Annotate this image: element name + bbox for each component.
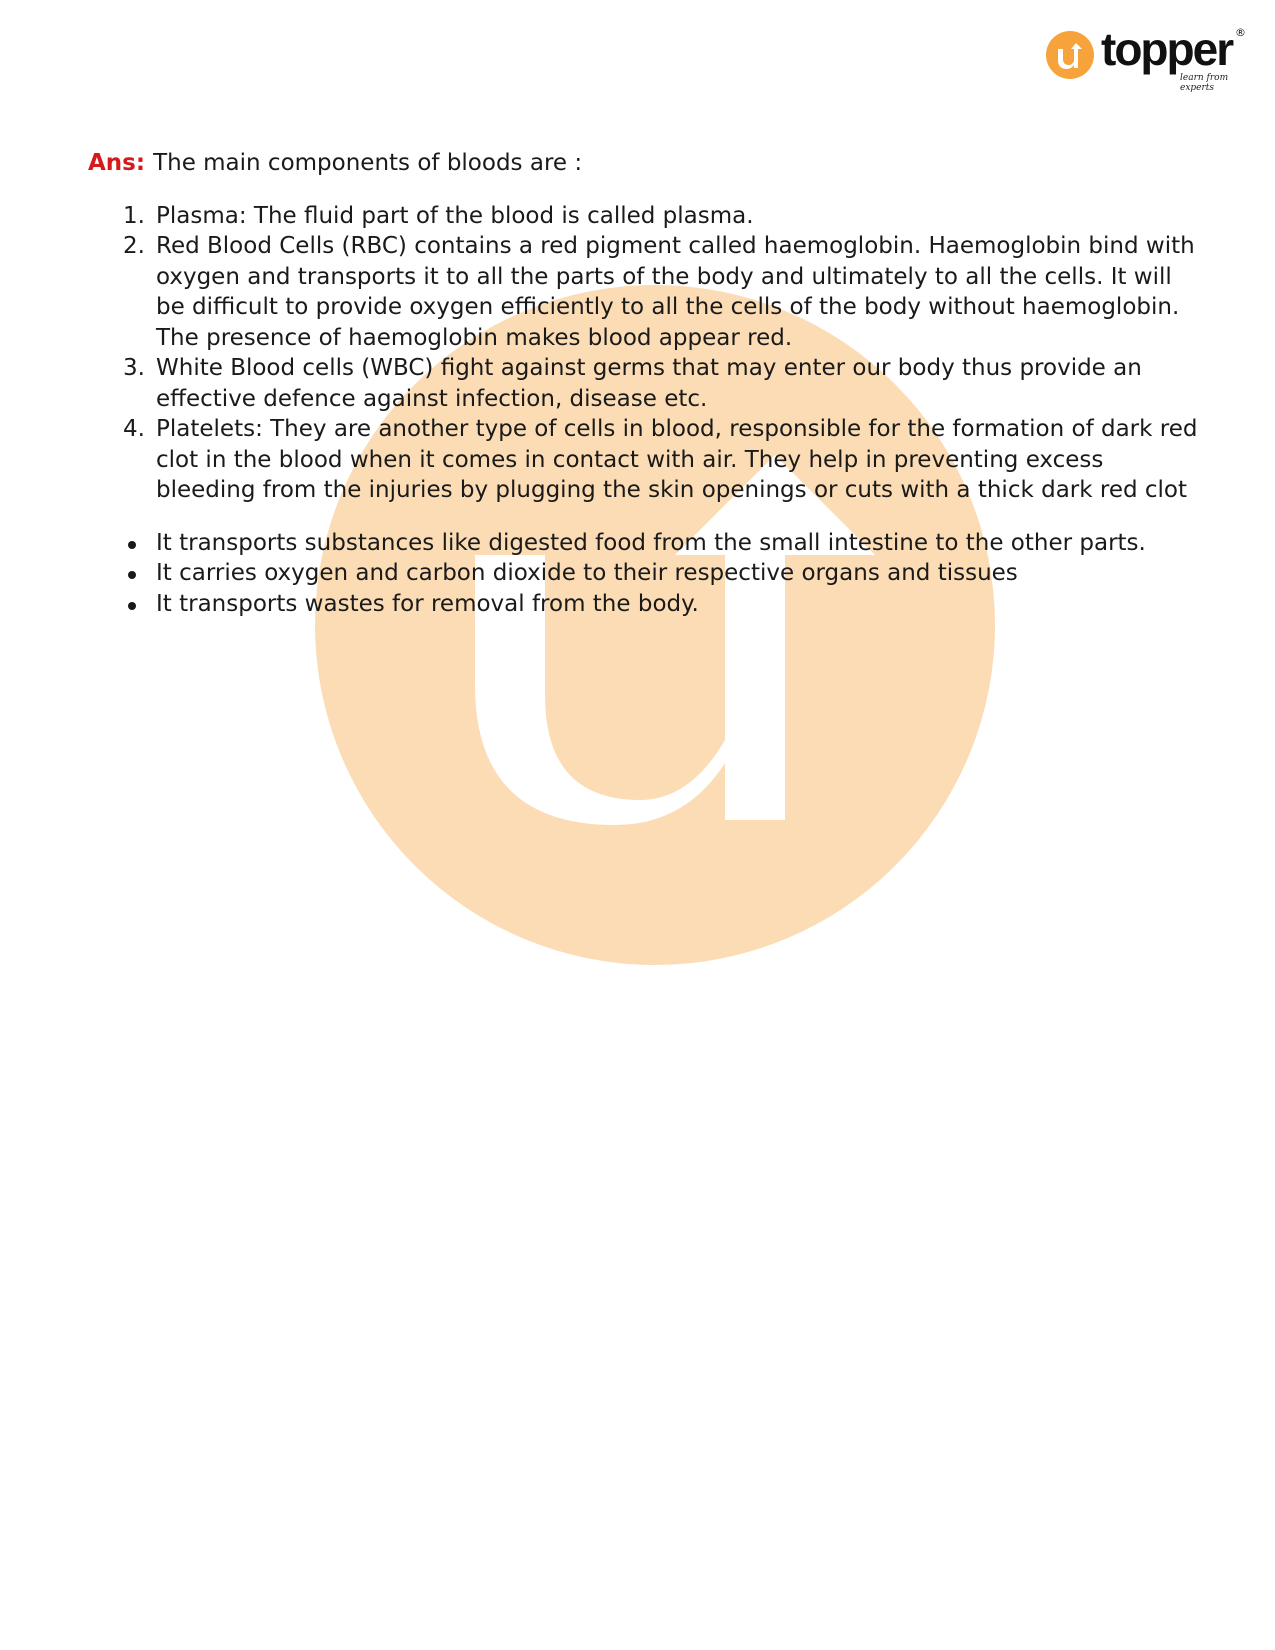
bullet-icon [128,541,136,549]
brand-tagline: learn from experts [1180,73,1229,93]
list-item [88,353,1198,414]
bullet-item [88,558,1198,589]
bullet-item-text: It transports wastes for removal from the body. [156,590,699,617]
list-item-text: White Blood cells (WBC) fight against germs that may enter our body thus provide an effective defence against infection, disease etc. [156,355,1142,412]
brand-logo [1045,23,1246,93]
bullet-item-text: It transports substances like digested food from the small intestine to the other parts. [156,529,1146,556]
bullet-item [88,589,1198,620]
functions-list [88,528,1198,620]
components-list [88,201,1198,506]
answer-label: Ans: [88,150,146,176]
list-item [88,231,1198,353]
list-number: 4. [123,416,145,442]
registered-mark: ® [1235,26,1246,39]
bullet-item-text: It carries oxygen and carbon dioxide to their respective organs and tissues [156,560,1018,586]
bullet-icon [128,602,136,610]
bullet-icon [128,571,136,579]
list-number: 2. [123,233,145,259]
list-item [88,201,1198,232]
brand-name: topper [1101,23,1233,75]
list-number: 3. [123,355,145,381]
list-item-text: Red Blood Cells (RBC) contains a red pigment called haemoglobin. Haemoglobin bind with oxygen and transports it to all the parts of the body and ultimately to all the cells. It will be difficult to provide oxygen efficiently to all the cells of the body without haemoglobin. The presence of haemoglobin makes blood appear red. [156,233,1195,351]
list-number: 1. [123,202,145,229]
list-item [88,414,1198,506]
answer-intro [88,148,1198,179]
list-item-text: Plasma: The fluid part of the blood is called plasma. [156,202,754,229]
logo-mark-icon [1045,30,1095,80]
bullet-item [88,528,1198,559]
intro-text: The main components of bloods are : [153,150,583,176]
list-item-text: Platelets: They are another type of cells in blood, responsible for the formation of dark red clot in the blood when it comes in contact with air. They help in preventing excess bleeding from the injuries by plugging the skin openings or cuts with a thick dark red clot [156,416,1198,503]
answer-content [88,148,1198,619]
